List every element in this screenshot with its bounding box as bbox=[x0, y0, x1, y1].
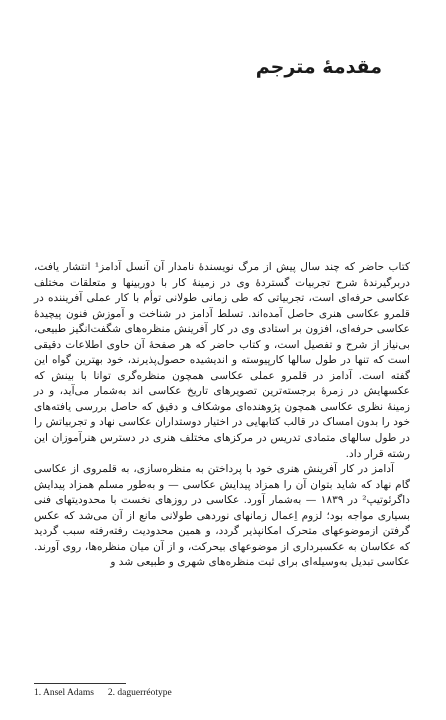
page-title: مقدمهٔ مترجم bbox=[255, 56, 382, 78]
footnote: 2. daguerréotype bbox=[107, 688, 172, 698]
footnotes bbox=[34, 688, 172, 698]
paragraph: کتاب حاضر که چند سال پیش از مرگ نویسندهٔ نامدار آن آنسل آدامز¹ انتشار یافت، دربرگیرندهٔ شرح تجربیات گستردهٔ وی در زمینهٔ کار با دوربینها و متعلقات مختلف عکاسی حرفه‌ای است، تجربیاتی که طی زمانی طولانی توأم با کار عملی آفریننده در قلمرو عکاسی هنری حاصل آمده‌اند. تسلط آدامز در شناخت و آموزش فنون پیچیدهٔ عکاسی حرفه‌ای، افزون بر استادی وی در کار آفرینش منظره‌های شگفت‌انگیز طبیعی، بی‌نیاز از شرح و تفصیل است، و کتاب حاضر که هر صفحهٔ آن حاوی اطلاعات دقیقی است که تنها در طول سالها کارپیوسته و اندیشیده حصول‌پذیرند، خود بهترین گواه این گفته است. آدامز در قلمرو عملی عکاسی همچون منظره‌گری توانا با بینش که عکسهایش در زمرهٔ برجسته‌ترین تصویرهای تاریخ عکاسی اند به‌شمار می‌آید، و در زمینهٔ نظری عکاسی همچون پژوهنده‌ای موشکاف و دقیق که حاصل بررسی یافته‌های خود را بدون امساک در قالب کتابهایی در اختیار دوستداران عکاسی نهاد و تجربیاتش را در طول سالهای متمادی تدریس در مرکزهای مختلف هنری در دسترس هنرآموزان این رشته قرار داد. bbox=[34, 261, 410, 460]
footnote: 1. Ansel Adams bbox=[34, 688, 94, 698]
footnote-rule bbox=[34, 683, 126, 684]
body-text bbox=[34, 260, 410, 571]
paragraph: آدامز در کار آفرینش هنری خود با پرداختن به منظره‌سازی، به قلمروی از عکاسی گام نهاد که شاید بتوان آن را همزاد پیدایش عکاسی — و به‌طور مسلم همزاد پیدایش داگرئوتیپ² در ۱۸۳۹ — به‌شمار آورد. عکاسی در روزهای نخست با محدودیتهای فنی بسیاری مواجه بود؛ لزوم اِعمال زمانهای نوردهی طولانی مانع از آن می‌شد که عکس گرفتن ازموضوعهای متحرک امکانپذیر گردد، و همین محدودیت رفته‌رفته سبب گردید که عکاسان به عکسبرداری از موضوعهای بیحرکت، و از آن میان منظره‌ها، روی آورند. عکاسی تبدیل به‌وسیله‌ای برای ثبت منظره‌های شهری و طبیعی شد و bbox=[34, 463, 410, 569]
